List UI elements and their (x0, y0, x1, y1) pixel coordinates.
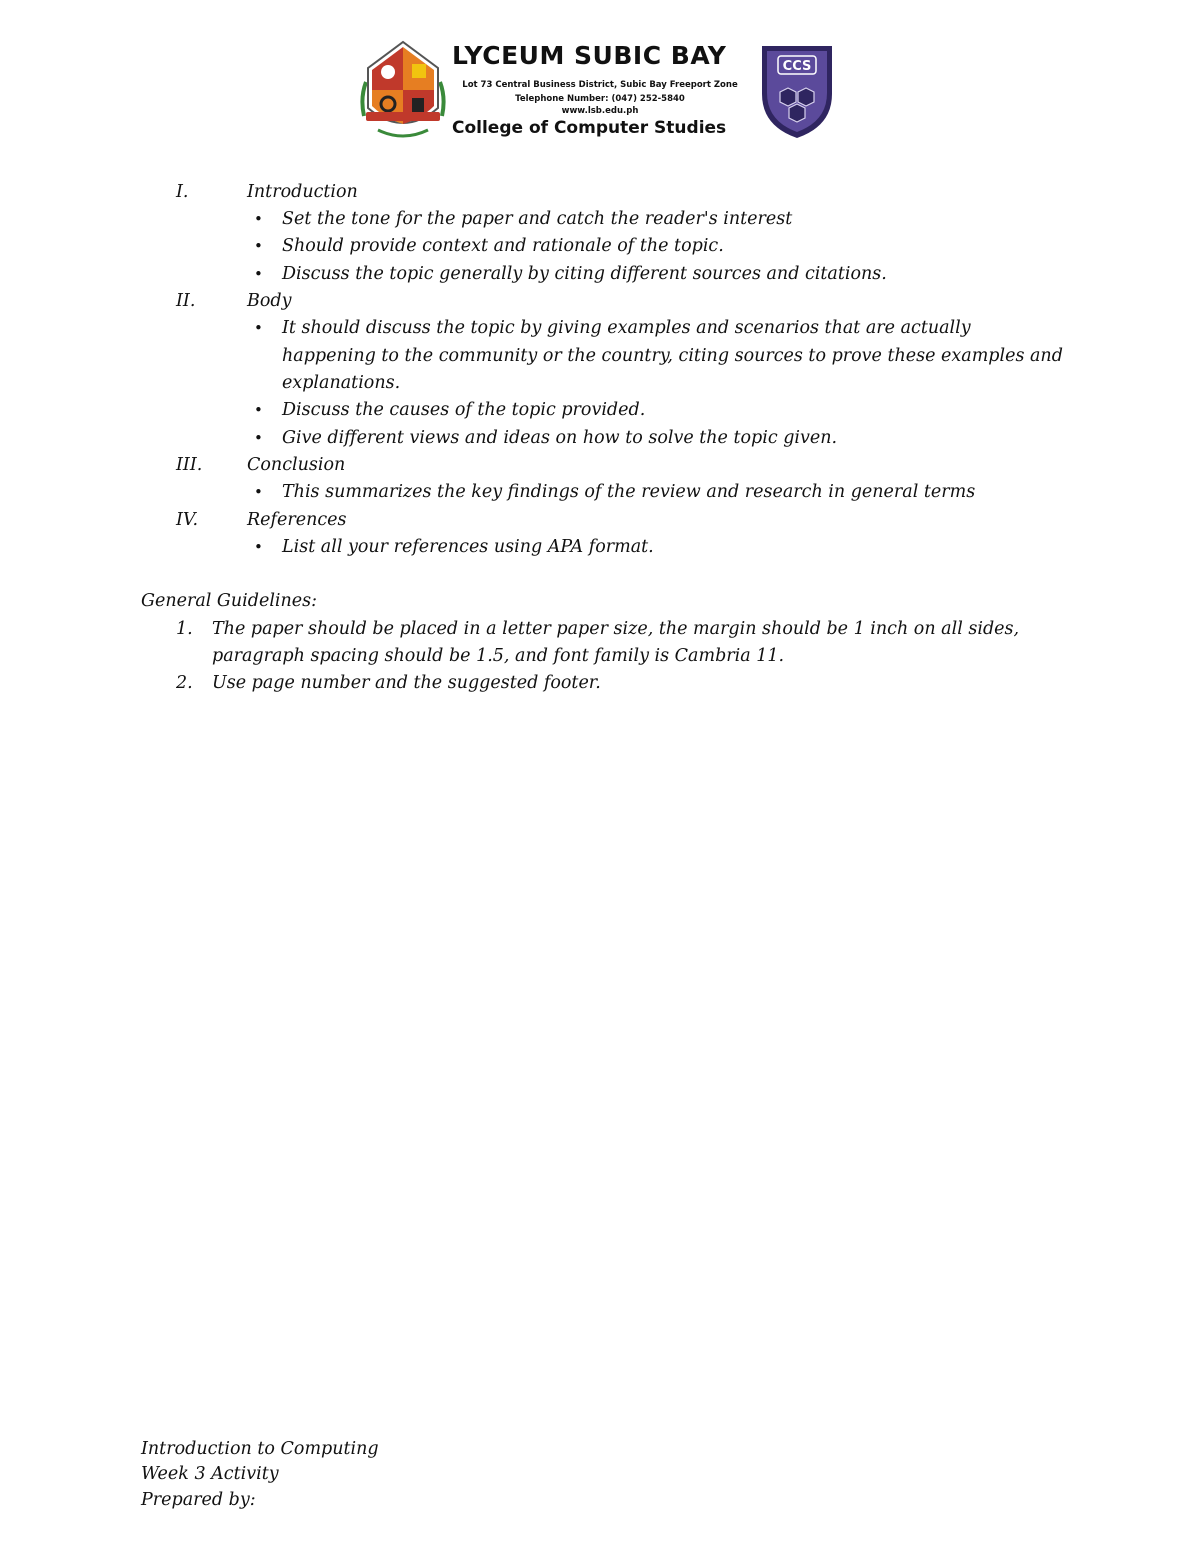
footer-activity: Week 3 Activity (141, 1464, 279, 1484)
guideline-text-continuation: paragraph spacing should be 1.5, and font family is Cambria 11. (212, 646, 785, 666)
list-item: Discuss the causes of the topic provided. (282, 400, 646, 420)
telephone-line: Telephone Number: (047) 252-5840 (515, 94, 685, 104)
list-item: List all your references using APA format. (282, 537, 654, 557)
guidelines-heading: General Guidelines: (141, 591, 318, 611)
bullet: • (254, 538, 263, 556)
section-title-body: Body (247, 291, 292, 311)
bullet: • (254, 265, 263, 283)
bullet: • (254, 483, 263, 501)
guideline-text: Use page number and the suggested footer. (212, 673, 601, 693)
section-title-introduction: Introduction (247, 182, 358, 202)
section-numeral: I. (176, 182, 189, 202)
seal-text: CCS (782, 59, 812, 74)
list-item-continuation: happening to the community or the country, citing sources to prove these examples and (282, 346, 1063, 366)
footer-prepared-by: Prepared by: (141, 1490, 256, 1510)
section-numeral: II. (176, 291, 196, 311)
footer-course: Introduction to Computing (141, 1439, 379, 1459)
guideline-text: The paper should be placed in a letter paper size, the margin should be 1 inch on all sides, (212, 619, 1020, 639)
college-name: College of Computer Studies (452, 118, 727, 138)
bullet: • (254, 401, 263, 419)
list-item: This summarizes the key findings of the review and research in general terms (282, 482, 976, 502)
bullet: • (254, 237, 263, 255)
bullet: • (254, 210, 263, 228)
bullet: • (254, 319, 263, 337)
list-item: It should discuss the topic by giving examples and scenarios that are actually (282, 318, 971, 338)
section-title-references: References (247, 510, 347, 530)
address-line: Lot 73 Central Business District, Subic Bay Freeport Zone (462, 80, 738, 90)
list-item: Give different views and ideas on how to solve the topic given. (282, 428, 838, 448)
lyceum-crest-logo (358, 38, 448, 146)
guideline-number: 1. (176, 619, 193, 639)
letterhead (0, 0, 1200, 160)
ccs-seal-logo (754, 38, 840, 140)
list-item: Discuss the topic generally by citing different sources and citations. (282, 264, 887, 284)
school-name: LYCEUM SUBIC BAY (452, 41, 727, 70)
list-item: Should provide context and rationale of the topic. (282, 236, 724, 256)
section-numeral: IV. (176, 510, 199, 530)
bullet: • (254, 429, 263, 447)
website-line: www.lsb.edu.ph (561, 106, 639, 116)
guideline-number: 2. (176, 673, 193, 693)
section-numeral: III. (176, 455, 203, 475)
list-item: Set the tone for the paper and catch the reader's interest (282, 209, 793, 229)
section-title-conclusion: Conclusion (247, 455, 346, 475)
list-item-continuation: explanations. (282, 373, 401, 393)
